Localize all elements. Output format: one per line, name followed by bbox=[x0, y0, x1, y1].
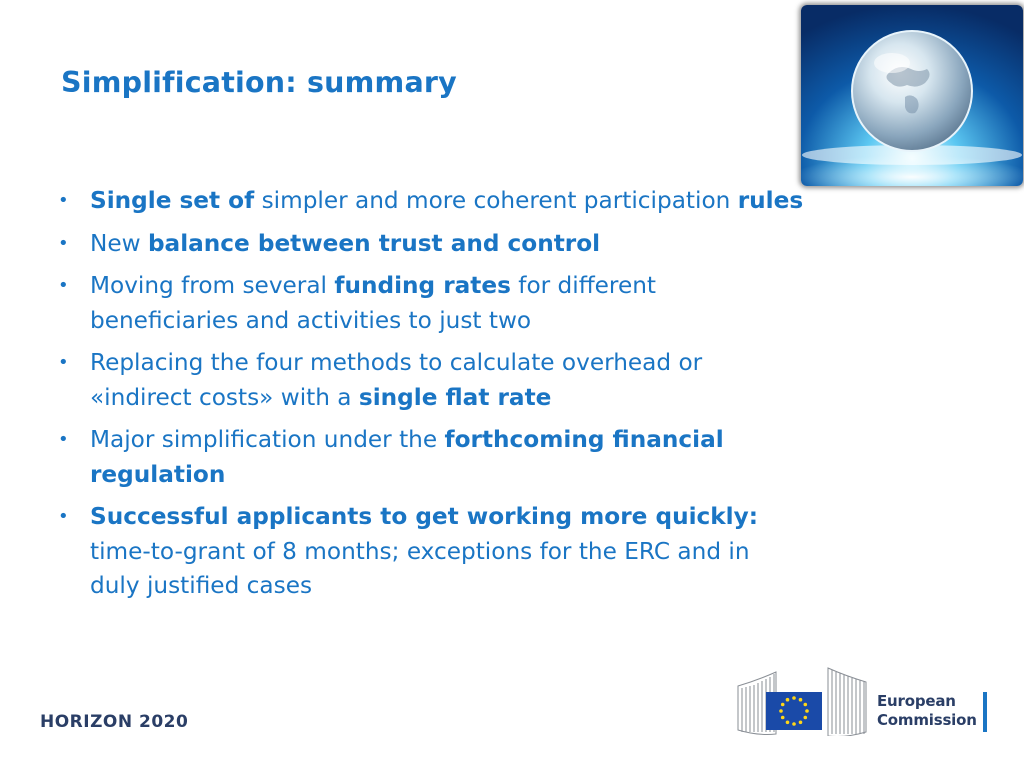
bullet-item bbox=[58, 500, 988, 604]
bullet-item bbox=[58, 269, 988, 338]
bullet-list bbox=[58, 184, 988, 612]
bullet-dot: • bbox=[58, 275, 69, 296]
bullet-bold-text: funding rates bbox=[334, 272, 511, 299]
european-commission-wordmark bbox=[877, 692, 977, 730]
logo-line-1: European bbox=[877, 692, 956, 710]
bullet-text: New bbox=[90, 229, 148, 257]
bullet-text: duly justified cases bbox=[90, 572, 313, 599]
bullet-text: time-to-grant of 8 months; exceptions for the ERC and in bbox=[90, 537, 750, 565]
bullet-text: for different bbox=[510, 272, 657, 299]
bullet-bold-text: Successful applicants to get working more quickly: bbox=[90, 503, 759, 530]
bullet-text: simpler and more coherent participation bbox=[254, 187, 738, 214]
bullet-bold-text: Single set of bbox=[90, 187, 255, 214]
bullet-bold-text: regulation bbox=[90, 460, 226, 488]
logo-accent-bar bbox=[983, 692, 987, 732]
bullet-item bbox=[58, 423, 988, 492]
bullet-text: Replacing the four methods to calculate overhead or bbox=[90, 349, 703, 376]
slide-title: Simplification: summary bbox=[61, 66, 457, 99]
logo-line-2: Commission bbox=[877, 711, 977, 729]
bullet-text: Moving from several bbox=[90, 272, 335, 299]
bullet-item bbox=[58, 184, 988, 219]
bullet-bold-text: forthcoming financial bbox=[444, 426, 724, 453]
bullet-item bbox=[58, 227, 988, 262]
bullet-dot: • bbox=[58, 190, 69, 211]
globe-image bbox=[801, 5, 1023, 186]
bullet-dot: • bbox=[58, 429, 69, 450]
bullet-text: «indirect costs» with a bbox=[90, 383, 359, 411]
bullet-text: beneficiaries and activities to just two bbox=[90, 306, 532, 334]
bullet-bold-text: single flat rate bbox=[358, 383, 552, 411]
bullet-bold-text: rules bbox=[737, 187, 804, 214]
bullet-dot: • bbox=[58, 506, 69, 527]
bullet-dot: • bbox=[58, 352, 69, 373]
bullet-dot: • bbox=[58, 232, 69, 254]
horizon-2020-label: HORIZON 2020 bbox=[40, 712, 189, 732]
bullet-text: Major simplification under the bbox=[90, 426, 445, 453]
bullet-item bbox=[58, 346, 988, 415]
bullet-bold-text: balance between trust and control bbox=[147, 229, 601, 257]
